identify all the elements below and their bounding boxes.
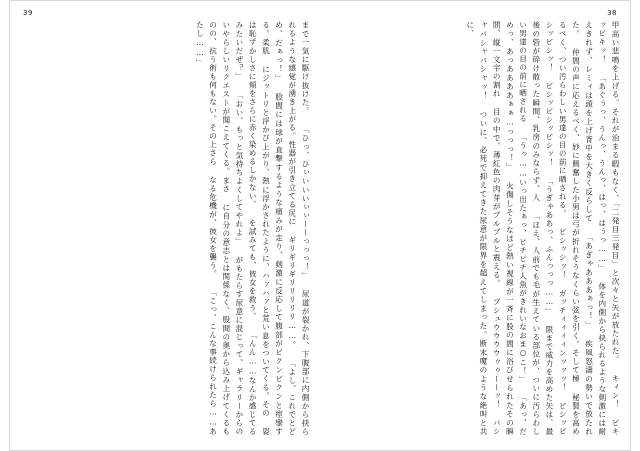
page-right-text: 甲高い悲鳴を上げる。それが治まる暇もなく、「二発目三発目」と次々と矢が放たれた。 キィン！ ビキッビキッ！ 「あぐぅっ、うんっ、うんっ、はっ、はぅっ……」 体を内側から抉られるような剣激には耐えきれず、レミィは頭を上げ背中を大きく反らして 「あぎゃあああぁっ！」 疾風怒濤の勢いで放たれた。 仲間の声に応えるべく、妙に興奮した小男は弓が折れそうなくらい弦を引く。そして極 秘製を高めるべく、つい汚らわしい男達の目の前に晒される。 ビシッシッ！ ガッチィィィィンッッッ！ ビシッビシッビシッ！ ビシッビシッビシッ！ 「うぎゃああっ、ふんっっっ……」 限まで威力を高めた矢は、最後の砦が砕け散った瞬間、乳房のみならず、人 「ほえ、人前でも毛が生えている部位が、ついに汚らわしい男達の目の前に晒される 「うっ……いっ出たぁっ、ピチピチ人魚がきれいなおま○こ！」 「あっ、だめっ、あっああああぁぁ…っっっ！」 火傷しそうなほど熱い視線が一斉に股の間に浴びせられたその瞬間、縦一文字の割れ 目の中で、薄紅色の肉芽がブルブルと震える。 ブシュウウウウゥゥーーッ！ バシャバシャバシャッ！ ついに、必死で抑えてきた尿意が限界を超えてしまった。断末魔のような絶叫と共に、 <box>465 21 620 436</box>
page-left <box>9 0 320 451</box>
page-number-right: 38 <box>607 9 617 17</box>
page-left-text: まで一気に駆け抜けた。 「ひっ、ひぃいいいぃぃーーっっっ！」 尿道が裂かれ、下腹部に内側から抉られるような感覚が湧き上がる。性器が引き立てる尻に ギリギリギリリリリリ……。 「よし、これでとどめ、だぁっ！」 股間には球が直撃するような痛みが走り、剣激に反応して腹部がビクンビクンと痙攣する。柔肌 にジットリと浮かび上がり、熱に浮かされたように、ハァハァと荒い息をついてくる。その 姿は恥ずかしさに頬をさらに赤く染めるしかない。 を試みても、彼女を救う。 「んん……なんか感じてるみたいだぜ？」 「おい、もっと気持ちよくしてやれよ」 がもたらす尿意に混じって、ギャラリーからのいやらしいリクエストが聞こえてくる。まさ に自分の意志とは関係なく、股間の奥から込み上げてくるものの、抗う術も何もない。その上さら なる危機が、彼女を襲う。 「こっ、こんな事続けられたら……あたし……」 <box>195 21 310 436</box>
page-number-left: 39 <box>23 9 33 17</box>
page-right <box>320 0 631 451</box>
